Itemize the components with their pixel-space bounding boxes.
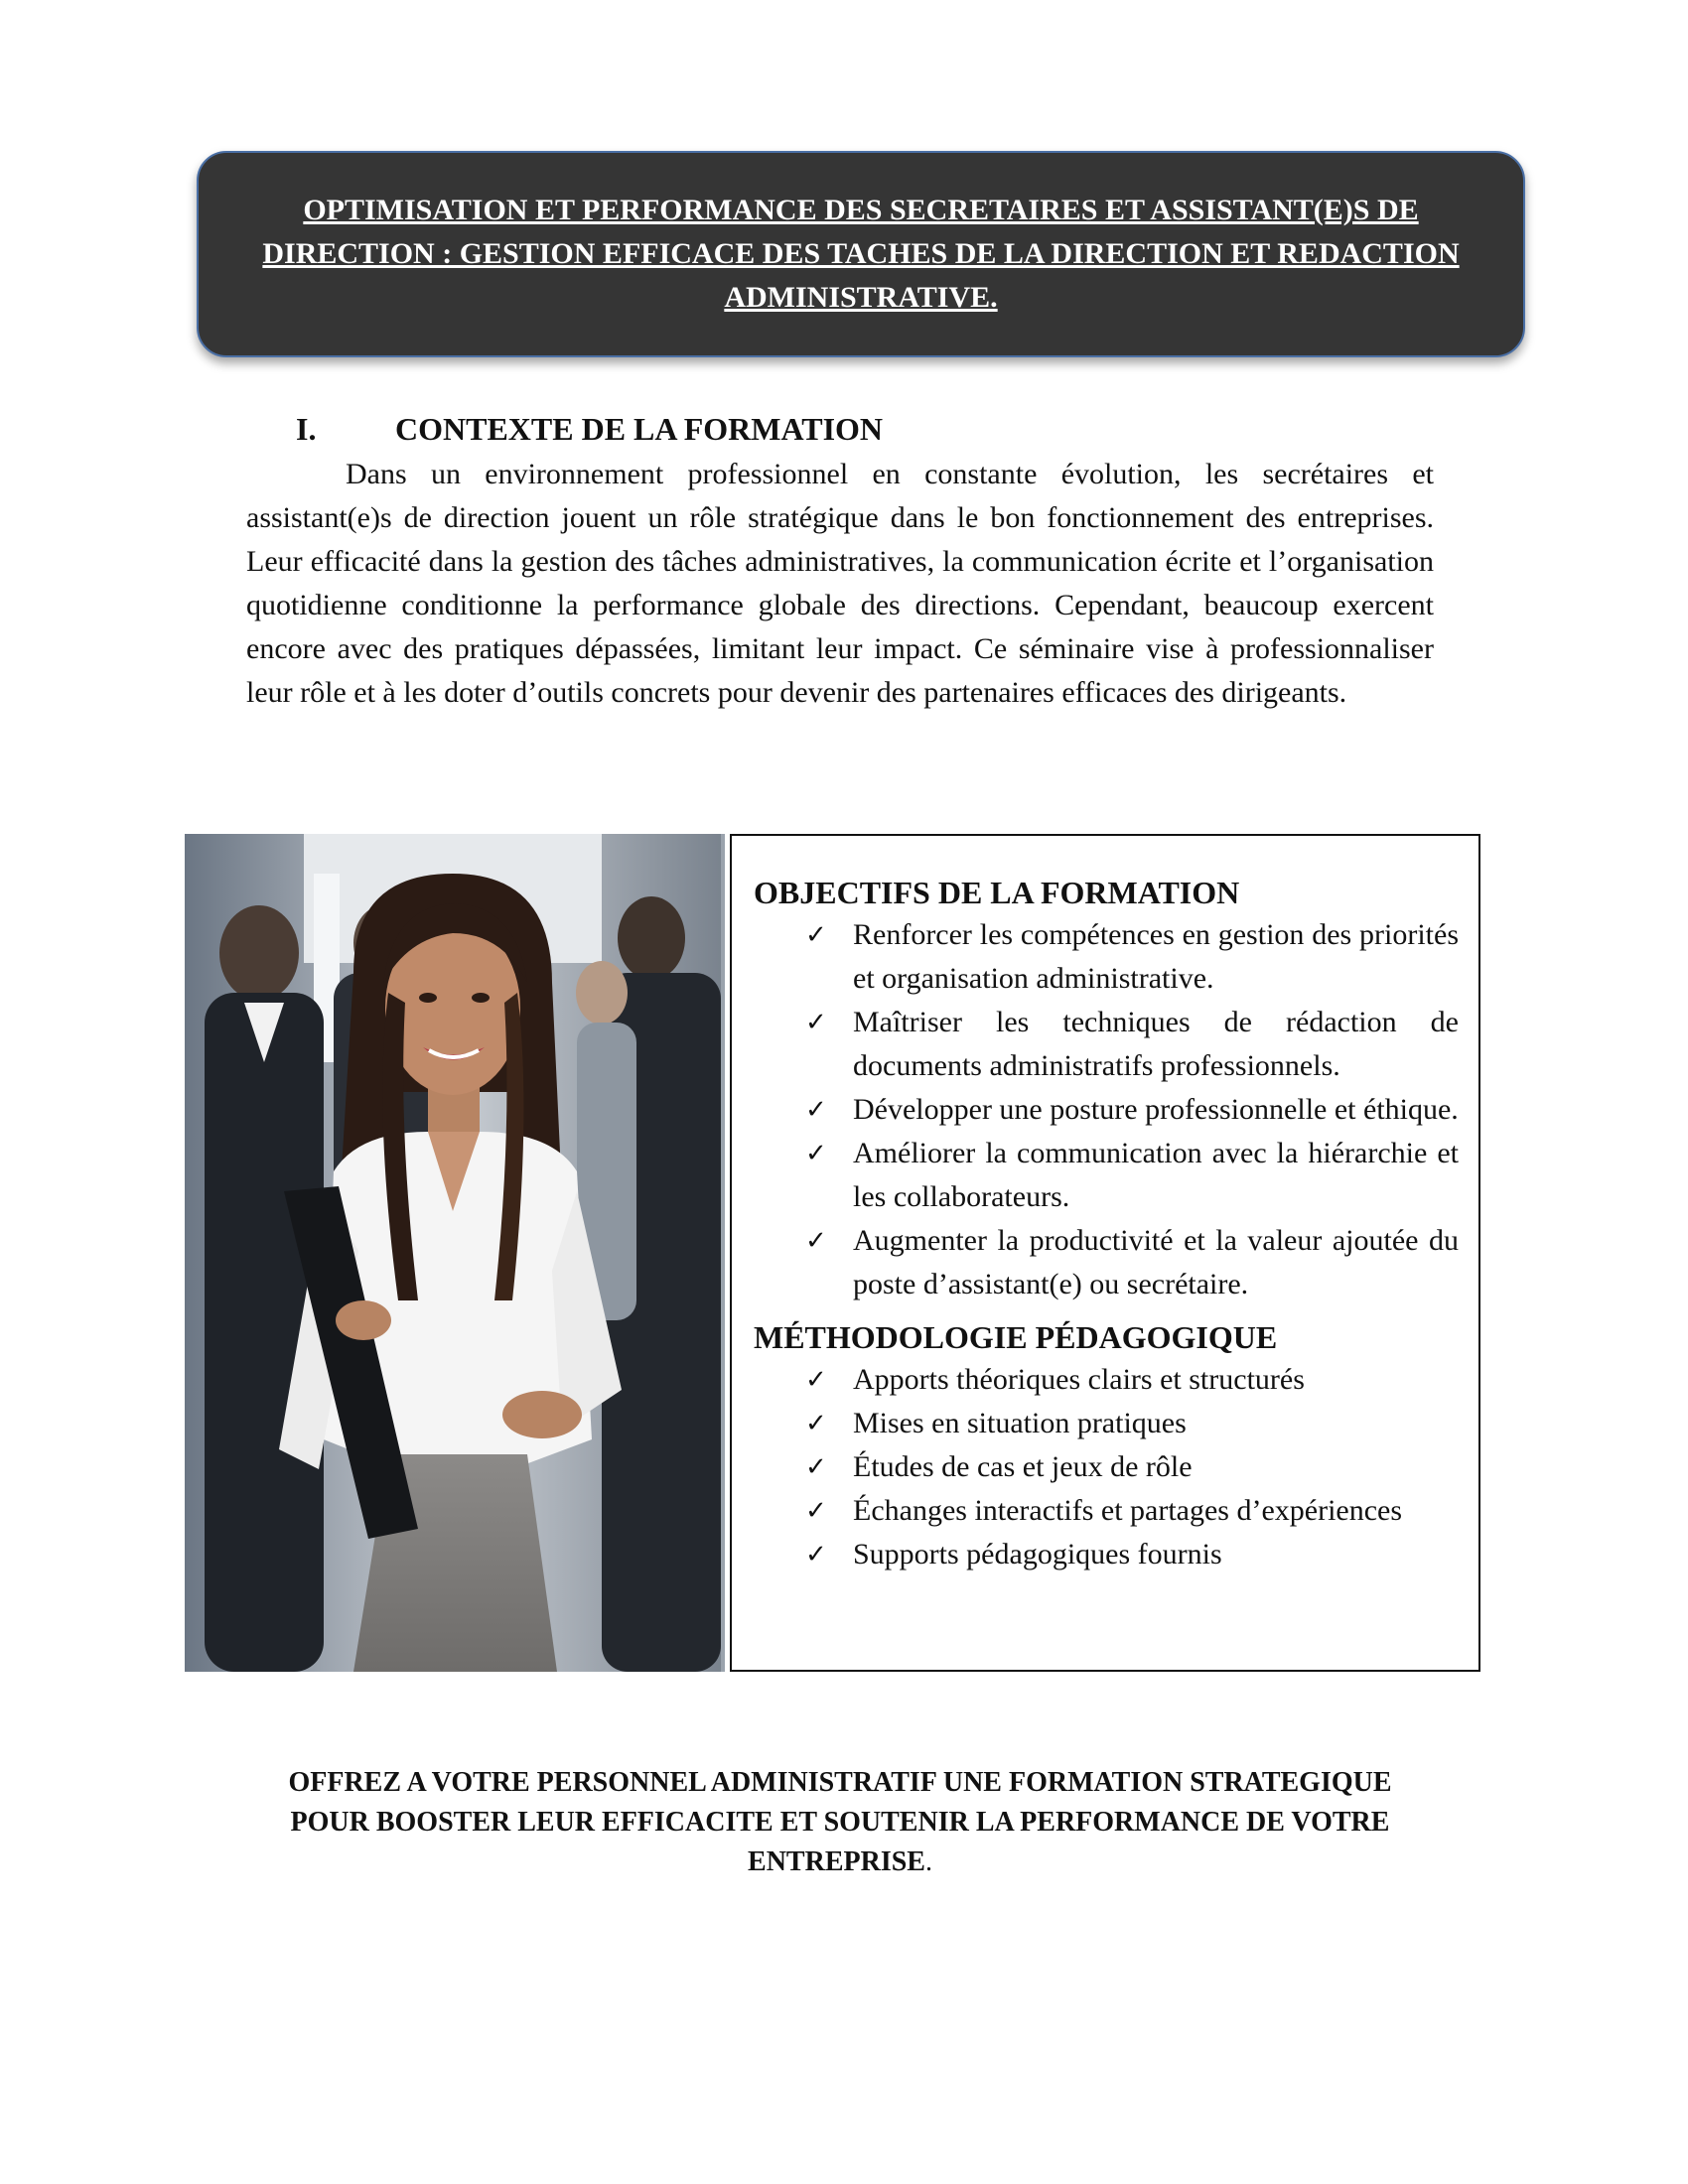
methodology-text: Apports théoriques clairs et structurés	[853, 1363, 1305, 1396]
objective-item	[805, 913, 1459, 1001]
objective-text: Renforcer les compétences en gestion des priorités et organisation administrative.	[853, 918, 1459, 995]
objectives-list	[754, 913, 1459, 1306]
methodology-text: Échanges interactifs et partages d’expériences	[853, 1494, 1403, 1527]
methodology-item	[805, 1402, 1459, 1445]
methodology-text: Mises en situation pratiques	[853, 1407, 1187, 1439]
checkmark-icon: ✓	[805, 1496, 827, 1526]
objective-text: Augmenter la productivité et la valeur ajoutée du poste d’assistant(e) ou secrétaire.	[853, 1224, 1459, 1300]
checkmark-icon: ✓	[805, 1139, 827, 1168]
context-heading	[296, 409, 883, 449]
checkmark-icon: ✓	[805, 1452, 827, 1482]
objective-item	[805, 1001, 1459, 1088]
businesswoman-photo	[185, 834, 725, 1672]
objectives-methodology-box	[730, 834, 1480, 1672]
checkmark-icon: ✓	[805, 1008, 827, 1037]
objective-text: Maîtriser les techniques de rédaction de documents administratifs professionnels.	[853, 1006, 1459, 1082]
objective-text: Améliorer la communication avec la hiérarchie et les collaborateurs.	[853, 1137, 1459, 1213]
context-heading-text: CONTEXTE DE LA FORMATION	[395, 411, 884, 447]
objective-item	[805, 1088, 1459, 1132]
objective-item	[805, 1132, 1459, 1219]
methodology-item	[805, 1445, 1459, 1489]
checkmark-icon: ✓	[805, 920, 827, 950]
closing-period: .	[924, 1846, 932, 1877]
methodology-heading: MÉTHODOLOGIE PÉDAGOGIQUE	[754, 1319, 1278, 1355]
objectives-heading: OBJECTIFS DE LA FORMATION	[754, 875, 1240, 910]
objective-text: Développer une posture professionnelle et éthique.	[853, 1093, 1459, 1126]
methodology-item	[805, 1358, 1459, 1402]
title-banner	[197, 151, 1525, 357]
checkmark-icon: ✓	[805, 1540, 827, 1570]
banner-title: OPTIMISATION ET PERFORMANCE DES SECRETAIRES ET ASSISTANT(E)S DE DIRECTION : GESTION EFFICACE DES TACHES DE LA DIRECTION ET REDACTION ADMINISTRATIVE.	[262, 194, 1460, 314]
methodology-item	[805, 1533, 1459, 1576]
checkmark-icon: ✓	[805, 1365, 827, 1395]
checkmark-icon: ✓	[805, 1226, 827, 1256]
closing-statement	[246, 1763, 1434, 1882]
methodology-list	[754, 1358, 1459, 1576]
checkmark-icon: ✓	[805, 1409, 827, 1438]
methodology-text: Études de cas et jeux de rôle	[853, 1450, 1193, 1483]
context-number: I.	[296, 411, 317, 447]
methodology-item	[805, 1489, 1459, 1533]
checkmark-icon: ✓	[805, 1095, 827, 1125]
objective-item	[805, 1219, 1459, 1306]
closing-text: OFFREZ A VOTRE PERSONNEL ADMINISTRATIF UNE FORMATION STRATEGIQUE POUR BOOSTER LEUR EFFICACITE ET SOUTENIR LA PERFORMANCE DE VOTRE ENTREPRISE	[288, 1767, 1392, 1877]
methodology-text: Supports pédagogiques fournis	[853, 1538, 1222, 1570]
context-paragraph: Dans un environnement professionnel en constante évolution, les secrétaires et assistant(e)s de direction jouent un rôle stratégique dans le bon fonctionnement des entreprises. Leur efficacité dans la gestion des tâches administratives, la communication écrite et l’organisation quotidienne conditionne la performance globale des directions. Cependant, beaucoup exercent encore avec des pratiques dépassées, limitant leur impact. Ce séminaire vise à professionnaliser leur rôle et à les doter d’outils concrets pour devenir des partenaires efficaces des dirigeants.	[246, 458, 1434, 709]
